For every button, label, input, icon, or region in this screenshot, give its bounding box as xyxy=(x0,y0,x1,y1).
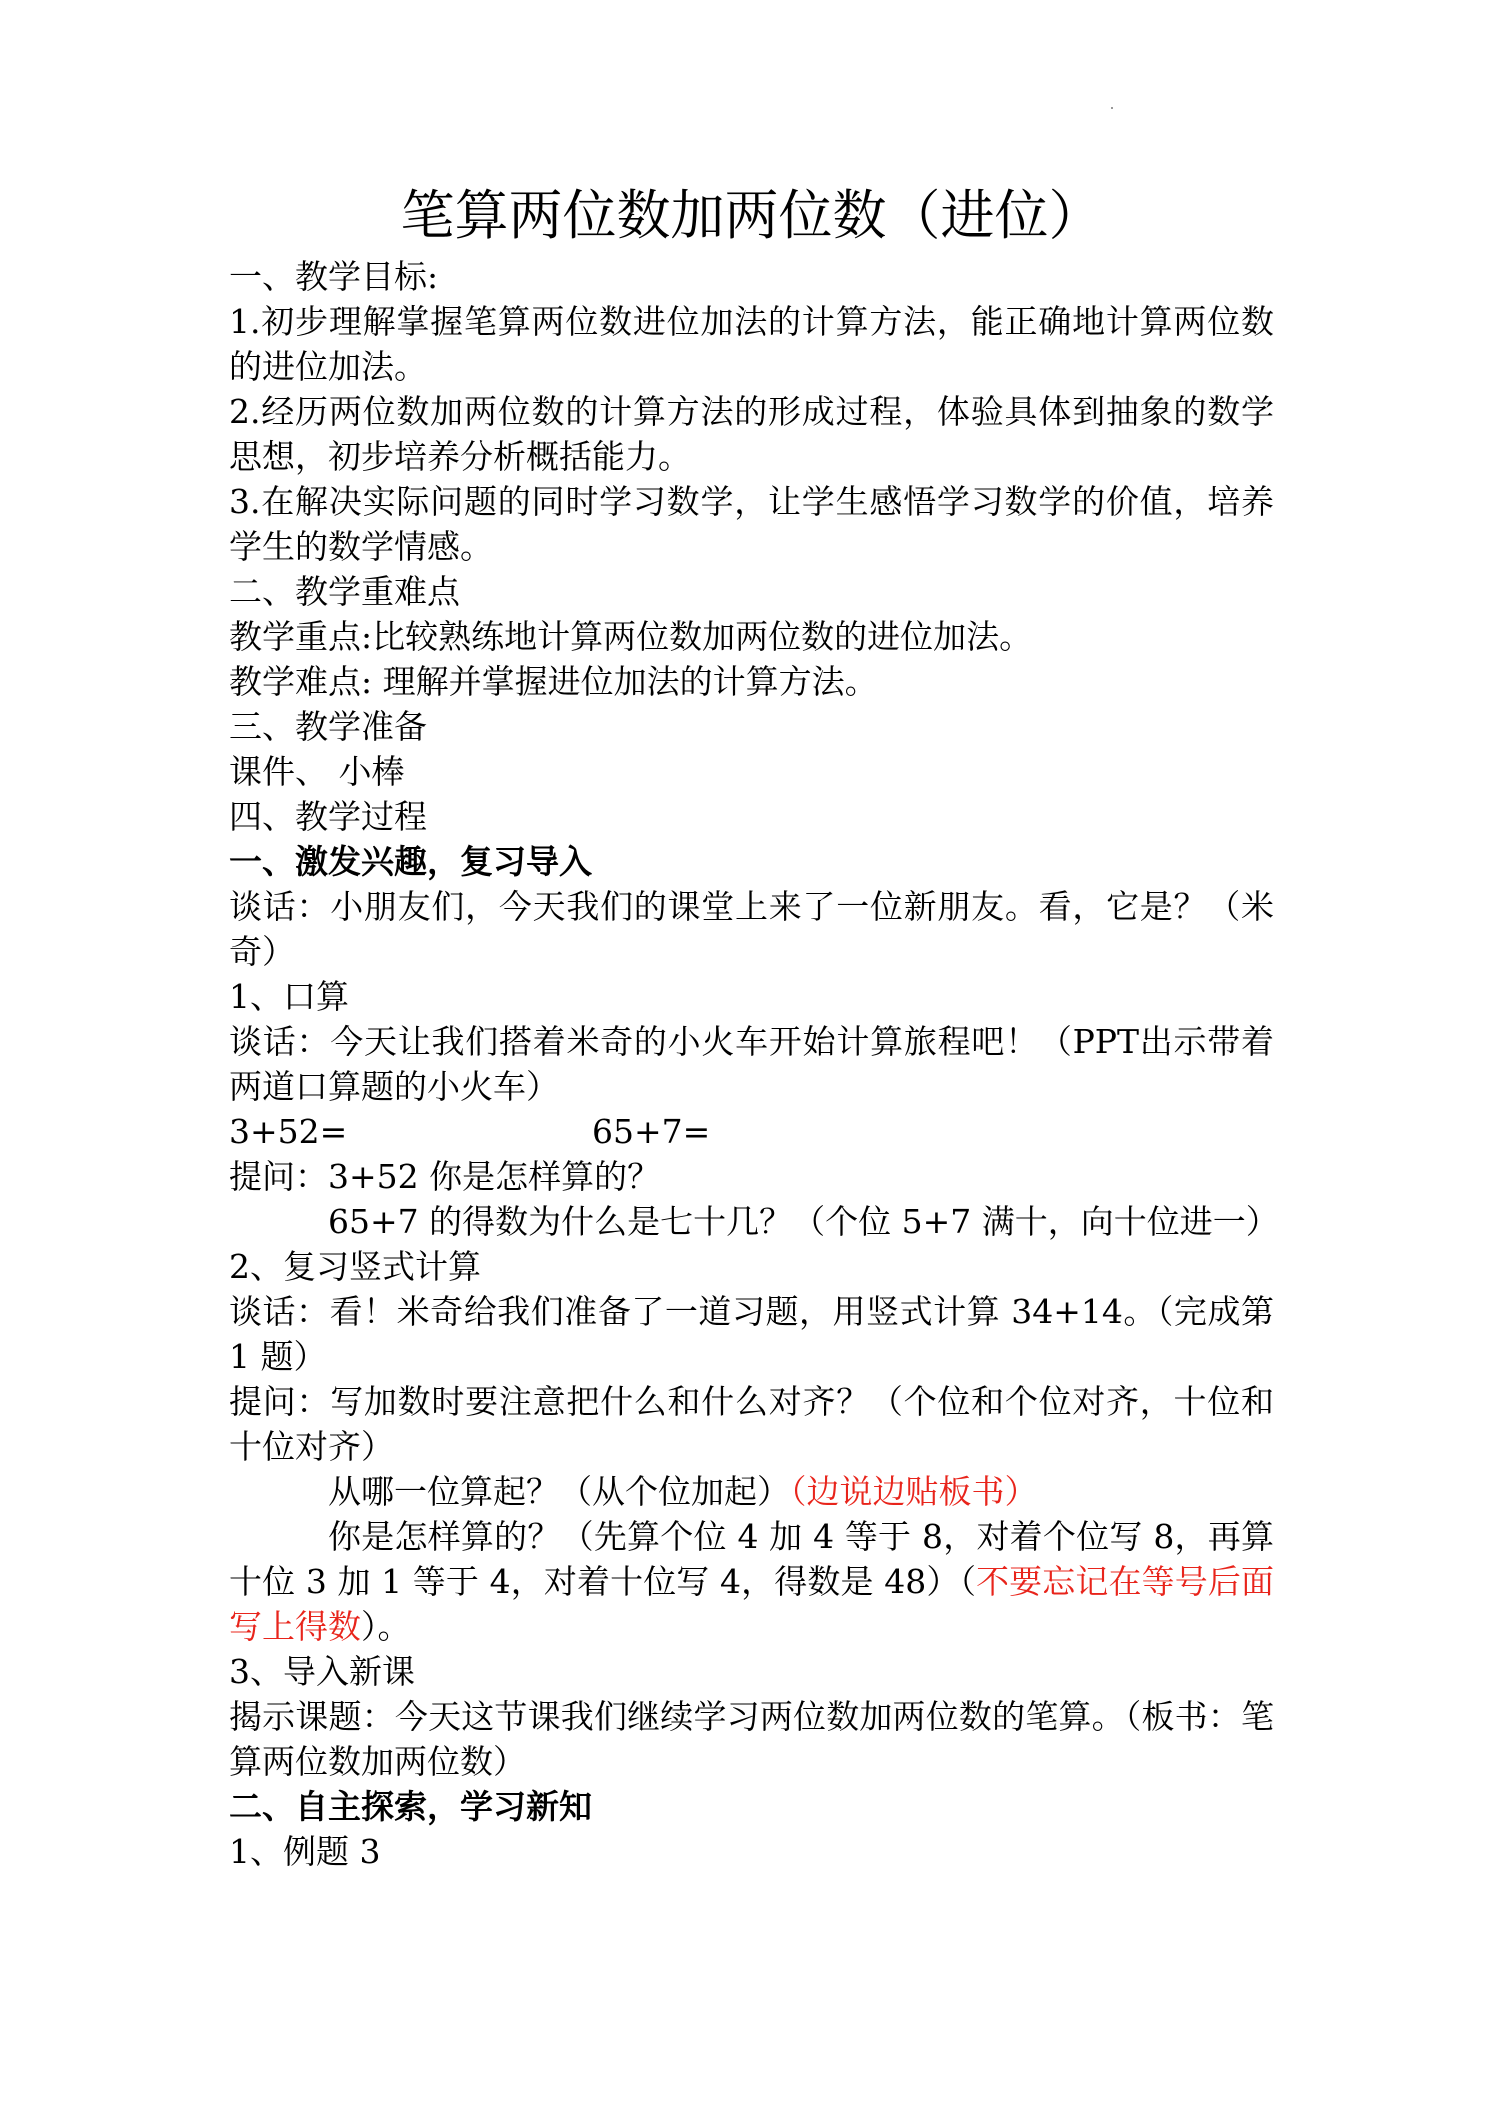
oral-calc-b: 65+7= xyxy=(592,1112,711,1151)
question-1: 提问：3+52 你是怎样算的？ xyxy=(229,1157,661,1196)
oral-calc-a: 3+52= xyxy=(229,1112,348,1151)
part1-heading: 一、激发兴趣，复习导入 xyxy=(229,842,592,881)
talk-paragraph-3: 谈话：看！米奇给我们准备了一道习题，用竖式计算 34+14。（完成第 1 题） xyxy=(229,1292,1274,1376)
example-heading: 1、例题 3 xyxy=(229,1832,381,1871)
materials-line: 课件、 小棒 xyxy=(229,752,405,791)
oral-calc-row xyxy=(229,1109,1274,1154)
key-point: 教学重点:比较熟练地计算两位数加两位数的进位加法。 xyxy=(229,617,1033,656)
goal-item-3: 3.在解决实际问题的同时学习数学，让学生感悟学习数学的价值，培养学生的数学情感。 xyxy=(229,482,1274,566)
question-2b xyxy=(229,1469,1274,1514)
difficult-point: 教学难点: 理解并掌握进位加法的计算方法。 xyxy=(229,662,878,701)
question-1b: 65+7 的得数为什么是七十几？（个位 5+7 满十，向十位进一） xyxy=(328,1202,1279,1241)
question-2c-end: ）。 xyxy=(361,1607,411,1646)
question-2c-text: 你是怎样算的？（先算个位 4 加 4 等于 8，对着个位写 8，再算十位 3 加 1 等于 4，对着十位写 4，得数是 48）（ xyxy=(229,1517,1274,1601)
talk-paragraph-2: 谈话：今天让我们搭着米奇的小火车开始计算旅程吧！（PPT出示带着两道口算题的小火车） xyxy=(229,1022,1274,1106)
reveal-topic: 揭示课题：今天这节课我们继续学习两位数加两位数的笔算。（板书：笔算两位数加两位数） xyxy=(229,1697,1274,1781)
intro-heading: 3、导入新课 xyxy=(229,1652,415,1691)
question-2c xyxy=(229,1514,1274,1649)
section-heading-goals: 一、教学目标: xyxy=(229,257,439,296)
reminder-note: 不要忘记在等号后面写上得数 xyxy=(229,1562,1274,1646)
section-heading-key-points: 二、教学重难点 xyxy=(229,572,460,611)
question-2: 提问：写加数时要注意把什么和什么对齐？（个位和个位对齐，十位和十位对齐） xyxy=(229,1382,1274,1466)
question-2b-text: 从哪一位算起？（从个位加起） xyxy=(328,1472,790,1511)
review-heading: 2、复习竖式计算 xyxy=(229,1247,481,1286)
board-note: （边说边贴板书） xyxy=(790,1472,1038,1511)
section-heading-process: 四、教学过程 xyxy=(229,797,427,836)
document-title: 笔算两位数加两位数（进位） xyxy=(400,184,1103,247)
section-heading-preparation: 三、教学准备 xyxy=(229,707,427,746)
scan-speck xyxy=(1111,107,1113,109)
part2-heading: 二、自主探索，学习新知 xyxy=(229,1787,592,1826)
talk-paragraph-1: 谈话：小朋友们，今天我们的课堂上来了一位新朋友。看，它是？（米奇） xyxy=(229,887,1274,971)
goal-item-2: 2.经历两位数加两位数的计算方法的形成过程，体验具体到抽象的数学思想，初步培养分析概括能力。 xyxy=(229,392,1274,476)
goal-item-1: 1.初步理解掌握笔算两位数进位加法的计算方法，能正确地计算两位数的进位加法。 xyxy=(229,302,1274,386)
document-page xyxy=(229,180,1279,1874)
oral-calc-heading: 1、口算 xyxy=(229,977,349,1016)
